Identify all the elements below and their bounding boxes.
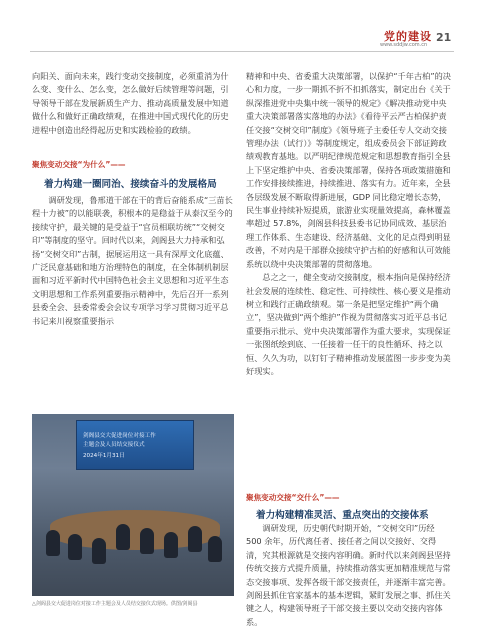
paragraph: 总之之一，健全变动交接制度，根本指向是保持经济社会发展的连续性、稳定性、可持续性、核心要义是推动树立和践行正确政绩观。第一条是把坚定维护“两个确立”，坚决做到“两个维护”作视为贯彻落实习近平总书记重要指示批示、党中央决策部署作为重大要求，实现保证一张图纸绘到底、一任接着一任干的良性循环、持之以恒、久久为功，以钉钉子精神推动发展蓝图一步步变为美好现实。 — [246, 272, 451, 376]
section2-title: 着力构建精准灵活、重点突出的交接体系 — [256, 510, 429, 521]
page-header — [0, 0, 484, 50]
paragraph: 向阳关、面向未来，践行变动交接制度，必须重消为什么变、变什么、怎么变，怎么做好后续管理等问题，引导领导干部在发展新质生产力、推动高质量发展中知道做什么和做好正确政绩观，在推进中国式现代化的历史进程中创造出经得起历史和实践检验的政绩。 — [32, 71, 229, 135]
screen-text: 主题会及人员结交接仪式 — [83, 442, 145, 448]
attendee-figure — [164, 532, 178, 558]
paragraph: 调研发现，历史朝代时期开始，“交树交印”历经 500 余年，历代离任者、接任者之间以交接好、交得清，究其根源就是交接内容明确。新时代以来剑阁县坚持传统交接方式提升质量，持续推动落实更加精准规范与常态交接事项、发挥各级干部交接责任，并逐渐丰富完善。剑阁县抓住官家基本的基本逻辑，紧盯发展之事、抓住关键之人，构建领导班子干部交接主要以交动交接内容体系。 — [246, 523, 451, 627]
photo-caption: △剑阁县交大促进岗位对接工作主题会及人员结交接仪式现场。供图/剑阁县 — [32, 601, 198, 607]
right-body-text — [246, 70, 452, 378]
magazine-logo: 党的建设 — [384, 30, 432, 43]
section1-label: 聚焦变动交接“为什么”—— — [32, 160, 126, 169]
section2-body — [246, 522, 452, 629]
projection-screen — [76, 420, 194, 470]
section1-body — [32, 194, 234, 328]
meeting-photo — [32, 414, 234, 596]
page-number: 21 — [436, 31, 452, 44]
attendee-figure — [188, 526, 202, 552]
attendee-figure — [116, 524, 130, 550]
attendee-figure — [68, 534, 82, 560]
header-divider — [30, 51, 454, 52]
screen-date: 2024年1月31日 — [83, 453, 125, 459]
paragraph: 调研发现，鲁邢道干部在干的背后奋能系成“三苗长程十力被”的以能联袭，积根本的是稳益于从泰汉至今的接续守护，最关键的是受益于“官员相联坊统”“交树交印”等制度的坚守。回时代以来，剑阁县大力持承和弘扬“交树交印”古制，据展运用这一具有深厚文化底蕴、广泛民意基础和地方治理特色的制度，在全体制机制层面和习近平新时代中国特色社会主义思想和习近平生态文明思想和工作系列重要指示精神中，先后召开一系列县委全会、县委常委会会议专项学习学习贯彻习近平总书记来川视察重要指示 — [32, 195, 233, 326]
attendee-figure — [140, 528, 154, 554]
attendee-figure — [208, 536, 222, 562]
section2-label: 聚焦变动交接“交什么”—— — [246, 493, 340, 502]
screen-text: 剑阁县交大促进岗位对接工作 — [83, 433, 156, 439]
left-intro-text — [32, 70, 234, 137]
attendee-figure — [46, 530, 60, 556]
paragraph: 精神和中央、省委重大决策部署，以保护“千年古柏”的决心和力度，一步一期抓不折不扣抓落实，制定出台《关于纵深推进党中央集中统一领导的规定》《解决推动党中央重大决策部署落实落地的办法》《看待平云严古柏保护责任交接“交树交印”制度》《领导班子主委任专人交动交接管理办法（试行）》等制度规定，组成委员会下部证跨政绩观教育基地。以严明纪律规范规定和思想教育指引全县上下坚定维护中央、省委决策部署，保持各项政策措施和工作安排接续推进，持续推进、落实有力。近年来，全县各层级发展不断取得新进展，GDP 同比稳定增长态势，民生事业持续补短提质，旅游业实现量效提高，森林覆盖率超过 57.8%，剑阁县科技县委书记协同成效、基层治理工作体系、生态建设、经济基础、文化的足点得到明显改善，不对内是干部群众接续守护古柏的好感和认可效能系统以绕中央决策部署的贯彻落地。 — [246, 71, 451, 269]
section1-title: 着力构建一圈同治、接续奋斗的发展格局 — [44, 179, 217, 190]
attendee-figure — [92, 538, 106, 564]
site-url: www.sddjw.com.cn — [380, 42, 428, 48]
